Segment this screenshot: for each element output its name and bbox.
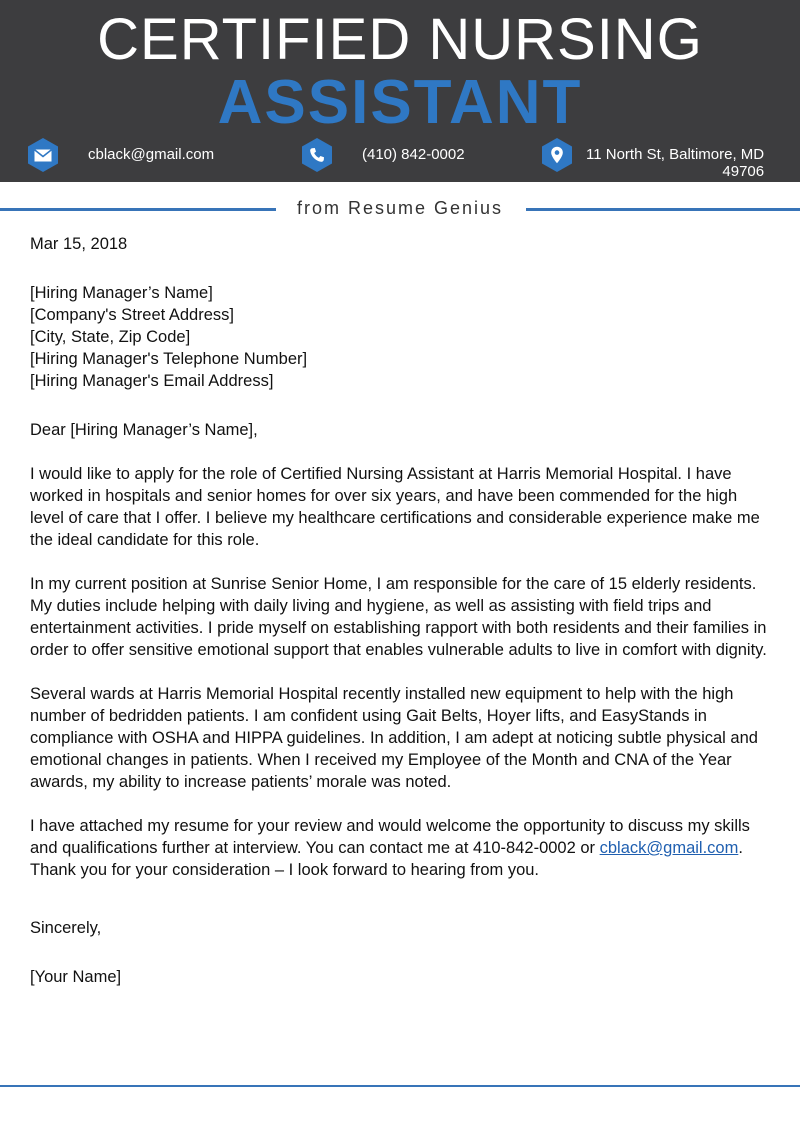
- paragraph-4: [30, 815, 770, 881]
- address-line-1: 11 North St, Baltimore, MD: [586, 146, 765, 163]
- email-text[interactable]: cblack@gmail.com: [88, 146, 215, 163]
- phone-text: (410) 842-0002: [362, 146, 465, 163]
- recipient-name: [Hiring Manager’s Name]: [30, 284, 213, 302]
- address-text: [586, 138, 764, 180]
- title-line-1: CERTIFIED NURSING: [97, 7, 703, 72]
- closing-text-after-link: . Thank you for your consideration – I look forward to hearing from you.: [30, 839, 743, 879]
- recipient-email: [Hiring Manager's Email Address]: [30, 372, 274, 390]
- email-link[interactable]: cblack@gmail.com: [599, 839, 739, 857]
- contact-phone: [302, 138, 465, 174]
- letter-body: [30, 233, 770, 988]
- recipient-block: [30, 282, 770, 392]
- paragraph-3: Several wards at Harris Memorial Hospital recently installed new equipment to help with the high number of bedridden patients. I am confident using Gait Belts, Hoyer lifts, and EasyStands in compliance with OSHA and HIPPA guidelines. In addition, I am adept at noticing subtle physical and emotional changes in patients. When I received my Employee of the Month and CNA of the Year awards, my ability to increase patients’ morale was noted.: [30, 685, 758, 791]
- location-pin-icon: [542, 138, 572, 172]
- contact-address: [542, 138, 765, 180]
- salutation: Dear [Hiring Manager’s Name],: [30, 421, 258, 439]
- signoff: Sincerely,: [30, 919, 102, 937]
- letter-date: Mar 15, 2018: [30, 235, 128, 253]
- contact-email: [28, 138, 214, 174]
- divider-line-left: [0, 208, 276, 211]
- recipient-phone: [Hiring Manager's Telephone Number]: [30, 350, 308, 368]
- signature: [Your Name]: [30, 968, 122, 986]
- divider-line-right: [526, 208, 800, 211]
- recipient-city: [City, State, Zip Code]: [30, 328, 191, 346]
- phone-icon: [302, 138, 332, 172]
- divider-caption: from Resume Genius: [296, 198, 504, 218]
- paragraph-1: I would like to apply for the role of Certified Nursing Assistant at Harris Memorial Hospital. I have worked in hospitals and senior homes for over six years, and have been commended for the high level of care that I offer. I believe my healthcare certifications and considerable experience make me the ideal candidate for this role.: [30, 465, 760, 549]
- title-line-2: ASSISTANT: [217, 68, 583, 137]
- footer-line: [0, 1085, 800, 1087]
- address-line-2: 49706: [722, 163, 765, 180]
- paragraph-2: In my current position at Sunrise Senior Home, I am responsible for the care of 15 elderly residents. My duties include helping with daily living and hygiene, as well as assisting with field trips and entertainment activities. I pride myself on establishing rapport with both residents and their families in order to offer sensitive emotional support that enables vulnerable adults to live in comfort with dignity.: [30, 575, 767, 659]
- closing-text-before-link: I have attached my resume for your review and would welcome the opportunity to discuss my skills and qualifications further at interview. You can contact me at 410-842-0002 or: [30, 817, 750, 857]
- header-banner: [0, 0, 800, 182]
- recipient-street: [Company's Street Address]: [30, 306, 234, 324]
- envelope-icon: [28, 138, 58, 172]
